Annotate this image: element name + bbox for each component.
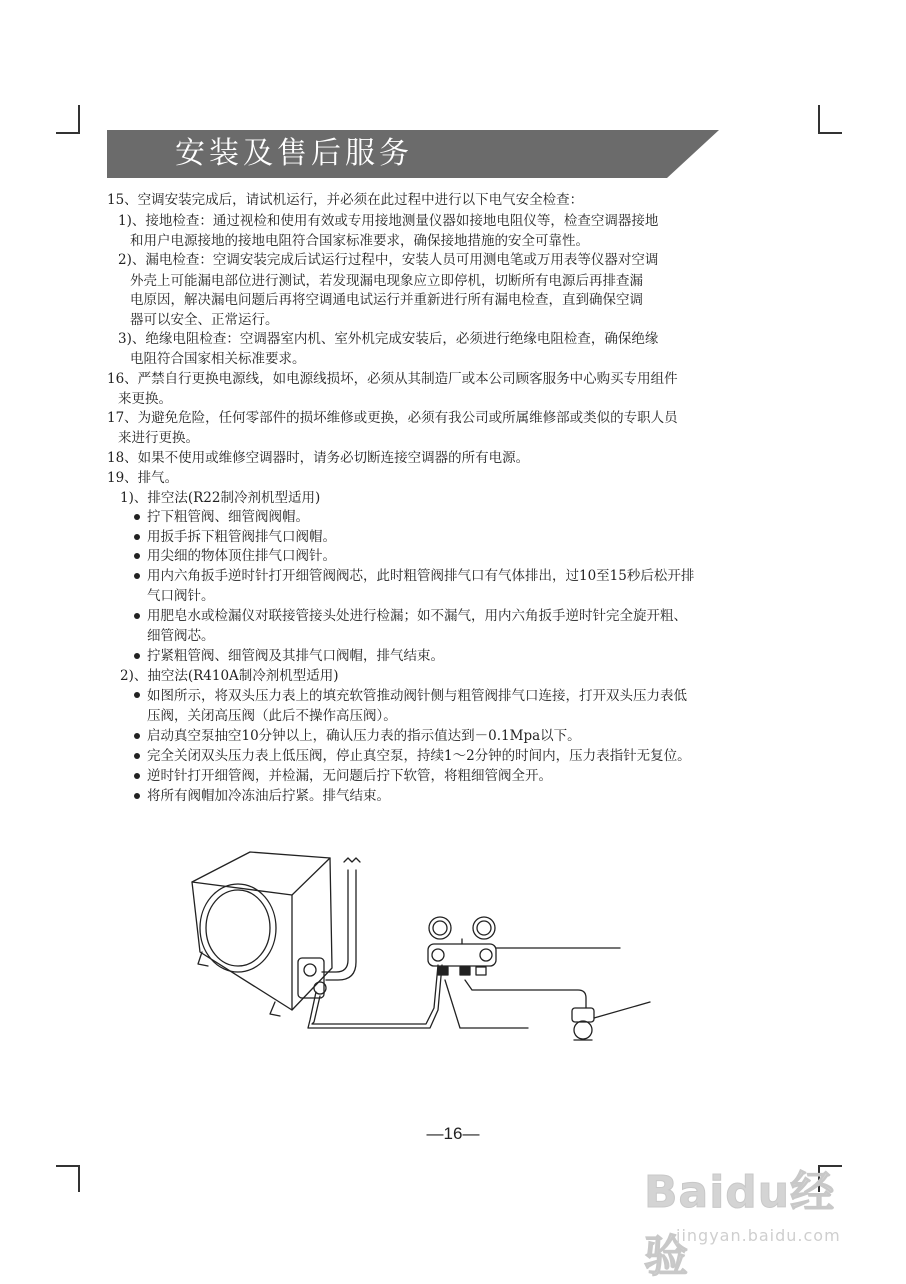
item-15-3: 3)、绝缘电阻检查：空调器室内机、室外机完成安装后，必须进行绝缘电阻检查，确保绝缘	[118, 331, 659, 347]
bullet	[134, 692, 140, 698]
crop-mark-top-left-v	[78, 105, 80, 132]
connecting-pipes	[308, 858, 442, 1028]
item-15-3-cont: 电阻符合国家相关标准要求。	[130, 351, 306, 367]
step: 用内六角扳手逆时针打开细管阀阀芯，此时粗管阀排气口有气体排出，过10至15秒后松开排	[147, 568, 695, 584]
bullet	[134, 573, 140, 579]
bullet	[134, 534, 140, 540]
step: 拧紧粗管阀、细管阀及其排气口阀帽，排气结束。	[147, 648, 444, 664]
item-17: 17、为避免危险，任何零部件的损坏维修或更换，必须有我公司或所属维修部或类似的专职人员	[107, 410, 678, 426]
manifold-gauge-illustration	[428, 917, 620, 1028]
crop-mark-bottom-left-h	[56, 1165, 80, 1167]
item-16: 16、严禁自行更换电源线，如电源线损坏，必须从其制造厂或本公司顾客服务中心购买专用组件	[107, 371, 678, 387]
bullet	[134, 514, 140, 520]
watermark-brand	[644, 1156, 870, 1284]
section-title: 安装及售后服务	[175, 136, 413, 171]
outdoor-unit-illustration	[192, 852, 332, 1016]
bullet	[134, 753, 140, 759]
vacuum-pump-diagram	[180, 840, 680, 1060]
vacuum-pump-illustration	[572, 1002, 650, 1040]
crop-mark-top-left-h	[56, 132, 80, 134]
bullet	[134, 553, 140, 559]
bullet	[134, 653, 140, 659]
item-16-cont: 来更换。	[118, 391, 172, 407]
bullet	[134, 773, 140, 779]
step-cont: 细管阀芯。	[147, 628, 215, 644]
item-15-2-cont2: 电原因，解决漏电问题后再将空调通电试运行并重新进行所有漏电检查，直到确保空调	[130, 292, 643, 308]
page-number: —16—	[426, 1124, 480, 1143]
step-cont: 气口阀针。	[147, 588, 215, 604]
watermark-url: jingyan.baidu.com	[676, 1226, 841, 1245]
item-15-1: 1)、接地检查：通过视检和使用有效或专用接地测量仪器如接地电阻仪等，检查空调器接地	[118, 213, 659, 229]
step: 用扳手拆下粗管阀排气口阀帽。	[147, 529, 336, 545]
step-cont: 压阀，关闭高压阀（此后不操作高压阀）。	[147, 708, 397, 724]
step: 如图所示，将双头压力表上的填充软管推动阀针侧与粗管阀排气口连接，打开双头压力表低	[147, 688, 687, 704]
item-15-2-cont1: 外壳上可能漏电部位进行测试，若发现漏电现象应立即停机，切断所有电源后再排查漏	[130, 273, 643, 289]
step: 用尖细的物体顶住排气口阀针。	[147, 548, 336, 564]
baidu-jingyan-watermark	[640, 1150, 870, 1282]
step: 用肥皂水或检漏仪对联接管接头处进行检漏；如不漏气，用内六角扳手逆时针完全旋开粗、	[147, 608, 687, 624]
item-19-1: 1)、排空法(R22制冷剂机型适用)	[120, 490, 321, 506]
step: 将所有阀帽加冷冻油后拧紧。排气结束。	[147, 788, 390, 804]
step: 启动真空泵抽空10分钟以上，确认压力表的指示值达到－0.1Mpa以下。	[147, 728, 581, 744]
item-19: 19、排气。	[107, 470, 179, 486]
item-15: 15、空调安装完成后，请试机运行，并必须在此过程中进行以下电气安全检查：	[107, 192, 584, 208]
bullet	[134, 793, 140, 799]
item-15-2-cont3: 器可以安全、正常运行。	[130, 312, 279, 328]
item-19-2: 2)、抽空法(R410A制冷剂机型适用)	[120, 668, 339, 684]
section-banner	[107, 130, 719, 178]
item-17-cont: 来进行更换。	[118, 430, 199, 446]
crop-mark-bottom-left-v	[78, 1165, 80, 1192]
item-18: 18、如果不使用或维修空调器时，请务必切断连接空调器的所有电源。	[107, 450, 530, 466]
crop-mark-top-right-h	[818, 132, 842, 134]
crop-mark-top-right-v	[818, 105, 820, 132]
step: 逆时针打开细管阀，并检漏，无问题后拧下软管，将粗细管阀全开。	[147, 768, 552, 784]
step: 拧下粗管阀、细管阀阀帽。	[147, 509, 309, 525]
watermark-brand-text: Baidu经验	[644, 1167, 836, 1282]
bullet	[134, 613, 140, 619]
item-15-1-cont: 和用户电源接地的接地电阻符合国家标准要求，确保接地措施的安全可靠性。	[130, 233, 589, 249]
bullet	[134, 733, 140, 739]
step: 完全关闭双头压力表上低压阀，停止真空泵，持续1～2分钟的时间内，压力表指针无复位。	[147, 748, 691, 764]
item-15-2: 2)、漏电检查：空调安装完成后试运行过程中，安装人员可用测电笔或万用表等仪器对空调	[118, 252, 659, 268]
